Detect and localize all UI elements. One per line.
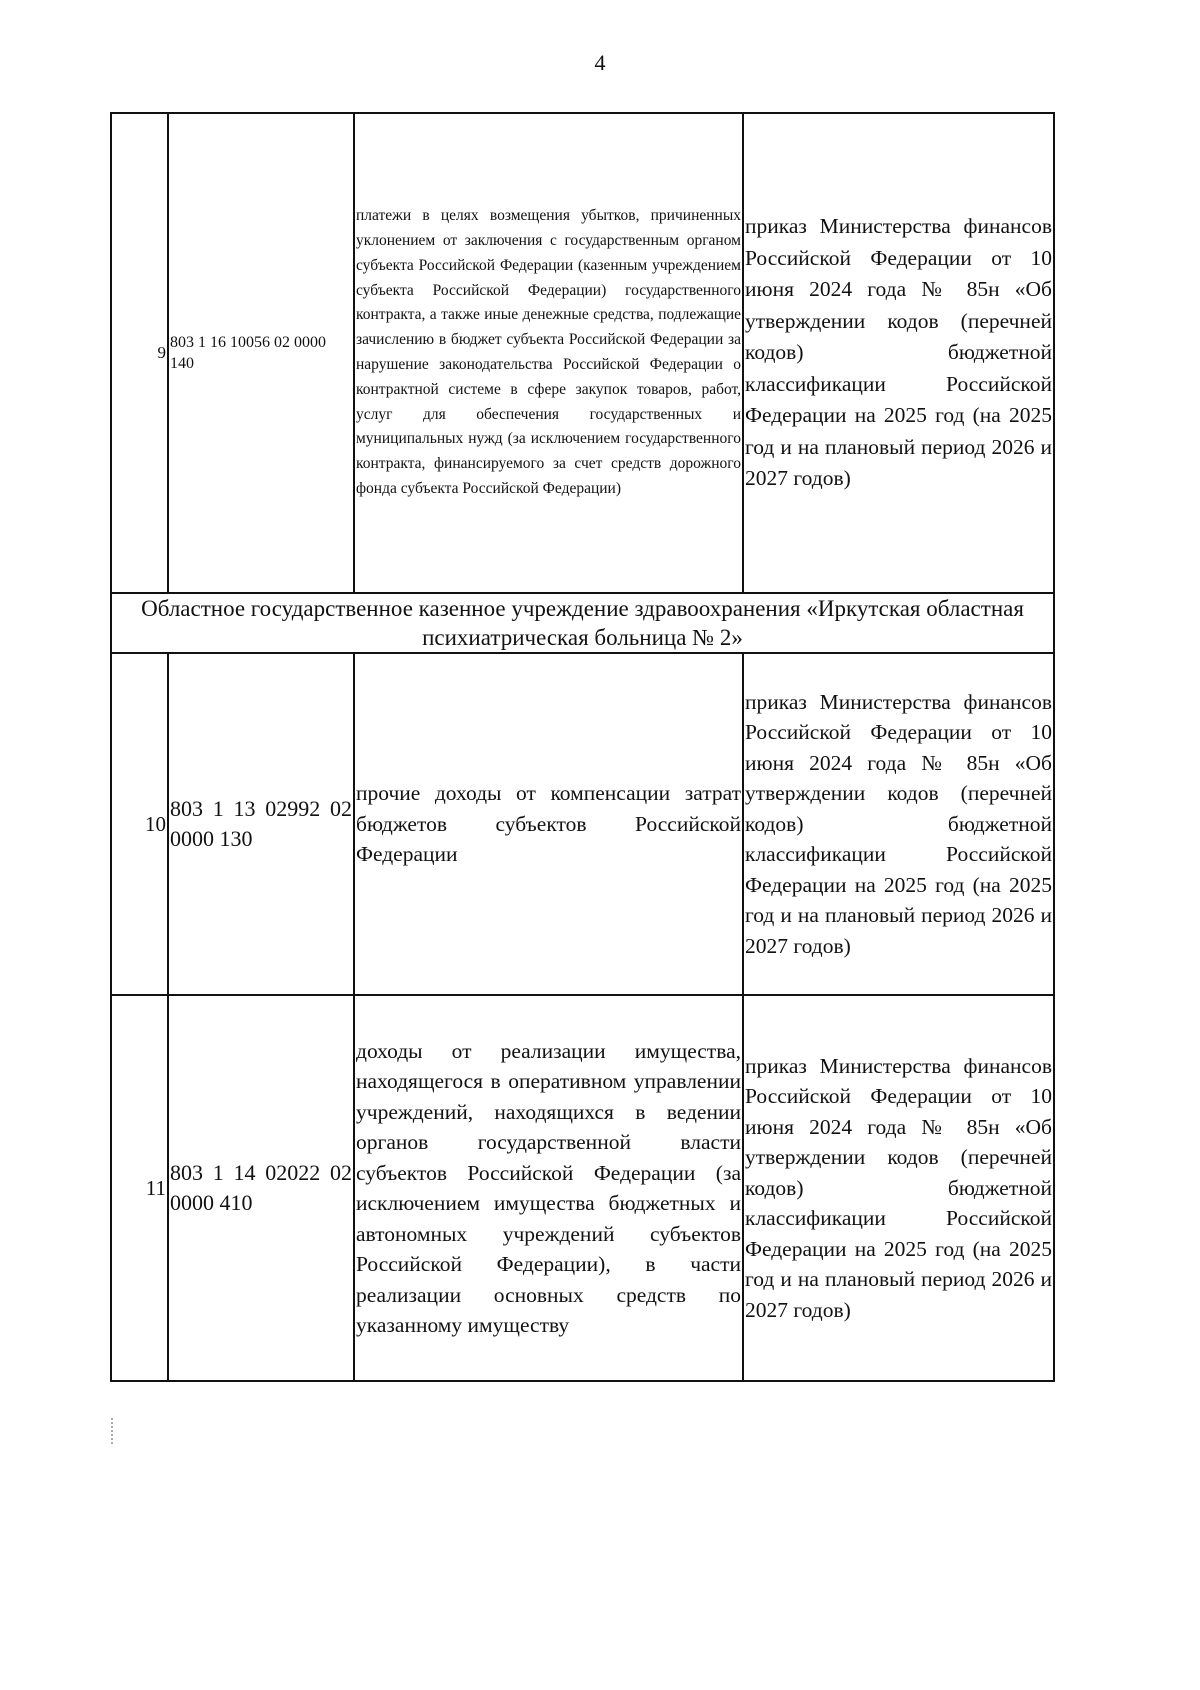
row-number: 9 — [111, 113, 168, 593]
legal-basis: приказ Министерства финансов Российской Федерации от 10 июня 2024 года № 85н «Об утверждении кодов (перечней кодов) бюджетной классификации Российской Федерации на 2025 год (на 2025 год и на плановый период 2026 и 2027 годов) — [743, 113, 1054, 593]
table-row — [111, 653, 1054, 995]
margin-dots — [111, 1418, 116, 1444]
budget-code: 803 1 13 02992 02 0000 130 — [168, 653, 354, 995]
row-number: 11 — [111, 995, 168, 1381]
page-number: 4 — [594, 50, 606, 75]
budget-code: 803 1 14 02022 02 0000 410 — [168, 995, 354, 1381]
legal-basis: приказ Министерства финансов Российской Федерации от 10 июня 2024 года № 85н «Об утверждении кодов (перечней кодов) бюджетной классификации Российской Федерации на 2025 год (на 2025 год и на плановый период 2026 и 2027 годов) — [743, 653, 1054, 995]
income-codes-table — [110, 112, 1055, 1382]
income-description: доходы от реализации имущества, находящегося в оперативном управлении учреждений, находящихся в ведении органов государственной власти субъектов Российской Федерации (за исключением имущества бюджетных и автономных учреждений субъектов Российской Федерации), в части реализации основных средств по указанному имуществу — [354, 995, 743, 1381]
income-description: прочие доходы от компенсации затрат бюджетов субъектов Российской Федерации — [354, 653, 743, 995]
organization-name: Областное государственное казенное учреждение здравоохранения «Иркутская областная психиатрическая больница № 2» — [111, 593, 1054, 653]
budget-code: 803 1 16 10056 02 0000 140 — [168, 113, 354, 593]
row-number: 10 — [111, 653, 168, 995]
legal-basis: приказ Министерства финансов Российской Федерации от 10 июня 2024 года № 85н «Об утверждении кодов (перечней кодов) бюджетной классификации Российской Федерации на 2025 год (на 2025 год и на плановый период 2026 и 2027 годов) — [743, 995, 1054, 1381]
organization-header-row — [111, 593, 1054, 653]
table-row — [111, 995, 1054, 1381]
income-description: платежи в целях возмещения убытков, причиненных уклонением от заключения с государственным органом субъекта Российской Федерации (казенным учреждением субъекта Российской Федерации) государственного контракта, а также иные денежные средства, подлежащие зачислению в бюджет субъекта Российской Федерации за нарушение законодательства Российской Федерации о контрактной системе в сфере закупок товаров, работ, услуг для обеспечения государственных и муниципальных нужд (за исключением государственного контракта, финансируемого за счет средств дорожного фонда субъекта Российской Федерации) — [354, 113, 743, 593]
table-row — [111, 113, 1054, 593]
